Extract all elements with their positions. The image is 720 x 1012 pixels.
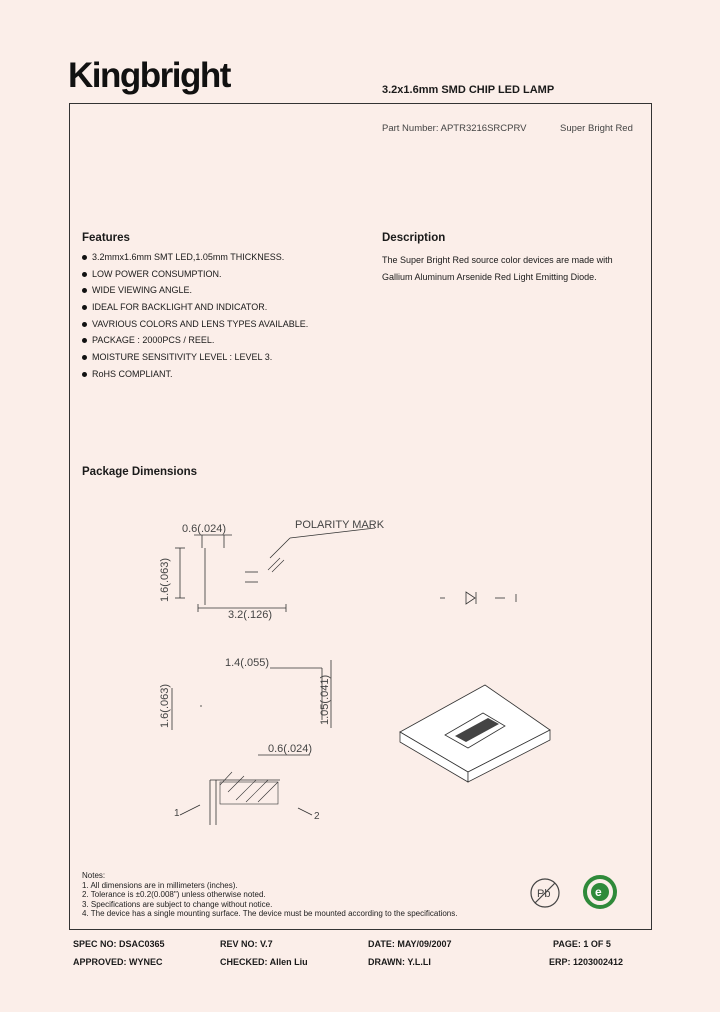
feature-item: PACKAGE : 2000PCS / REEL.	[82, 335, 308, 352]
package-dimensions-heading: Package Dimensions	[82, 466, 198, 478]
feature-item: RoHS COMPLIANT.	[82, 369, 308, 386]
led-3d-view	[400, 685, 550, 782]
document-date: DATE: MAY/09/2007	[368, 939, 452, 949]
spec-number: SPEC NO: DSAC0365	[73, 939, 165, 949]
bullet-icon	[82, 255, 87, 260]
recycle-e-icon	[582, 874, 618, 910]
feature-item: LOW POWER CONSUMPTION.	[82, 269, 308, 286]
bullet-icon	[82, 288, 87, 293]
approved-by: APPROVED: WYNEC	[73, 957, 163, 967]
note-line: 4. The device has a single mounting surface. The device must be mounted according to the specifications.	[82, 909, 458, 918]
bullet-icon	[82, 322, 87, 327]
hatch-pattern	[220, 558, 284, 804]
note-line: 2. Tolerance is ±0.2(0.008") unless otherwise noted.	[82, 890, 266, 899]
checked-by: CHECKED: Allen Liu	[220, 957, 308, 967]
feature-item: MOISTURE SENSITIVITY LEVEL : LEVEL 3.	[82, 352, 308, 369]
feature-item: WIDE VIEWING ANGLE.	[82, 285, 308, 302]
bullet-icon	[82, 305, 87, 310]
dim-label: 0.6(.024)	[182, 523, 227, 535]
part-color: Super Bright Red	[560, 123, 633, 134]
document-title: 3.2x1.6mm SMD CHIP LED LAMP	[382, 84, 555, 96]
dim-label: 0.6(.024)	[268, 743, 313, 755]
description-heading: Description	[382, 232, 446, 244]
description-text: The Super Bright Red source color devices are made with Gallium Aluminum Arsenide Red Light Emitting Diode.	[382, 255, 613, 282]
kingbright-logo: Kingbright	[68, 56, 230, 95]
dim-label: 1.6(.063)	[159, 557, 171, 602]
features-list	[82, 252, 308, 386]
note-line: 1. All dimensions are in millimeters (inches).	[82, 880, 238, 890]
pb-free-icon	[528, 876, 562, 910]
callout-label: 2	[314, 811, 320, 822]
callout-label: 1	[174, 808, 180, 819]
diode-symbol	[440, 592, 516, 604]
feature-item: IDEAL FOR BACKLIGHT AND INDICATOR.	[82, 302, 308, 319]
erp-number: ERP: 1203002412	[549, 957, 624, 967]
notes-title: Notes:	[82, 871, 106, 880]
feature-item: 3.2mmx1.6mm SMT LED,1.05mm THICKNESS.	[82, 252, 308, 269]
bullet-icon	[82, 272, 87, 277]
dim-label: 1.4(.055)	[225, 657, 270, 669]
part-number: Part Number: APTR3216SRCPRV	[382, 123, 527, 134]
dim-label: 3.2(.126)	[228, 609, 273, 621]
bullet-icon	[82, 338, 87, 343]
notes-block	[82, 871, 457, 919]
feature-item: VAVRIOUS COLORS AND LENS TYPES AVAILABLE.	[82, 319, 308, 336]
dim-label: 1.05(.041)	[319, 674, 331, 725]
bullet-icon	[82, 355, 87, 360]
dim-label: POLARITY MARK	[295, 519, 385, 531]
revision-number: REV NO: V.7	[220, 939, 273, 949]
package-drawing	[150, 510, 570, 830]
bullet-icon	[82, 372, 87, 377]
dim-label: 1.6(.063)	[159, 683, 171, 728]
svg-text:Pb: Pb	[537, 888, 551, 900]
note-line: 3. Specifications are subject to change without notice.	[82, 899, 273, 909]
drawn-by: DRAWN: Y.L.LI	[368, 957, 431, 967]
svg-text:e: e	[595, 885, 602, 899]
features-heading: Features	[82, 232, 130, 244]
page-indicator: PAGE: 1 OF 5	[553, 939, 611, 949]
